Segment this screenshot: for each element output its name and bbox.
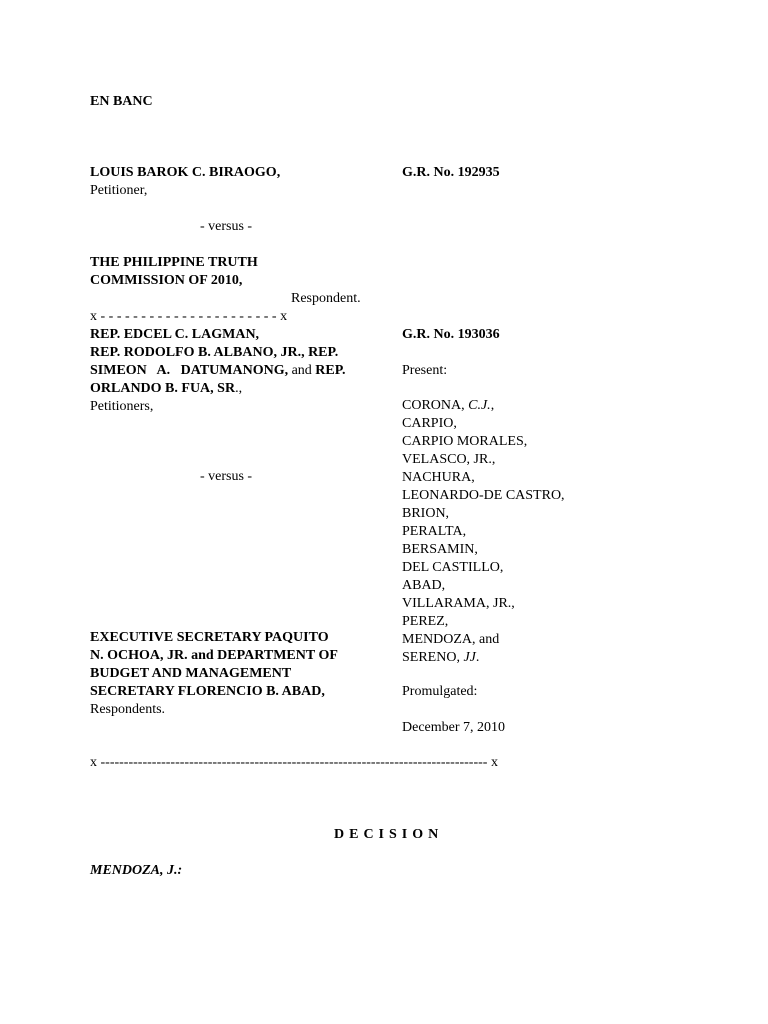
case1-petitioner: LOUIS BAROK C. BIRAOGO, bbox=[90, 165, 281, 180]
case1-respondent-line1: THE PHILIPPINE TRUTH bbox=[90, 255, 258, 270]
case2-petitioners-line1: REP. EDCEL C. LAGMAN, bbox=[90, 327, 260, 342]
justice-name bbox=[402, 559, 503, 577]
case2-and-connector: and bbox=[288, 363, 316, 378]
promulgated-label: Promulgated: bbox=[402, 684, 478, 699]
ponente: MENDOZA, J.: bbox=[90, 863, 183, 878]
case2-versus: - versus - bbox=[200, 469, 253, 484]
justice-surname: BRION, bbox=[402, 506, 450, 521]
justice-name bbox=[402, 415, 457, 433]
case1-versus: - versus - bbox=[200, 219, 253, 234]
justice-name bbox=[402, 433, 527, 451]
case2-petitioners-line2: REP. RODOLFO B. ALBANO, JR., REP. bbox=[90, 345, 339, 360]
justice-surname: CORONA, bbox=[402, 398, 469, 413]
justice-name bbox=[402, 613, 448, 631]
justice-name bbox=[402, 487, 565, 505]
justice-surname: CARPIO, bbox=[402, 416, 457, 431]
case2-petitioner-fua-tail: ., bbox=[235, 381, 243, 396]
justice-name bbox=[402, 631, 499, 649]
case1-separator: x - - - - - - - - - - - - - - - - - - - - - - x bbox=[90, 309, 288, 324]
justice-name bbox=[402, 469, 475, 487]
case2-respondents-line1: EXECUTIVE SECRETARY PAQUITO bbox=[90, 630, 329, 645]
decision-title: DECISION bbox=[334, 827, 444, 842]
case2-respondents-line3: BUDGET AND MANAGEMENT bbox=[90, 666, 292, 681]
justice-surname: VELASCO, JR., bbox=[402, 452, 496, 467]
justice-name bbox=[402, 505, 449, 523]
justice-surname: NACHURA, bbox=[402, 470, 475, 485]
justice-surname: SERENO, bbox=[402, 650, 464, 665]
case2-respondents-line4: SECRETARY FLORENCIO B. ABAD, bbox=[90, 684, 325, 699]
justice-punctuation: , bbox=[490, 398, 495, 413]
justice-name bbox=[402, 451, 495, 469]
case2-respondents-role: Respondents. bbox=[90, 702, 166, 717]
case2-petitioners-line3 bbox=[90, 362, 346, 380]
justice-surname: PERALTA, bbox=[402, 524, 467, 539]
justice-surname: PEREZ, bbox=[402, 614, 449, 629]
justice-surname: VILLARAMA, JR., bbox=[402, 596, 515, 611]
justice-name bbox=[402, 541, 478, 559]
case2-petitioner-datumanong: SIMEON A. DATUMANONG, bbox=[90, 363, 289, 378]
justice-surname: MENDOZA, and bbox=[402, 632, 500, 647]
promulgated-date: December 7, 2010 bbox=[402, 720, 506, 735]
justice-surname: LEONARDO-DE CASTRO, bbox=[402, 488, 565, 503]
justice-surname: CARPIO MORALES, bbox=[402, 434, 528, 449]
justice-name bbox=[402, 649, 479, 667]
justice-title-suffix: JJ bbox=[463, 650, 476, 665]
case1-gr-number: G.R. No. 192935 bbox=[402, 165, 500, 180]
case2-petitioner-fua: ORLANDO B. FUA, SR bbox=[90, 381, 236, 396]
case2-gr-number: G.R. No. 193036 bbox=[402, 327, 500, 342]
closing-separator: x ----------------------------------------------------------------------------------- x bbox=[90, 755, 498, 770]
case2-rep-prefix: REP. bbox=[315, 363, 346, 378]
justice-name bbox=[402, 397, 494, 415]
present-label: Present: bbox=[402, 363, 448, 378]
justice-name bbox=[402, 523, 466, 541]
case2-petitioners-role: Petitioners, bbox=[90, 399, 154, 414]
justice-name bbox=[402, 595, 515, 613]
division-label: EN BANC bbox=[90, 94, 153, 109]
justice-name bbox=[402, 577, 445, 595]
justice-surname: DEL CASTILLO, bbox=[402, 560, 504, 575]
justice-surname: ABAD, bbox=[402, 578, 446, 593]
case1-respondent-role: Respondent. bbox=[291, 291, 361, 306]
justice-punctuation: . bbox=[475, 650, 480, 665]
case2-respondents-line2: N. OCHOA, JR. and DEPARTMENT OF bbox=[90, 648, 338, 663]
case1-petitioner-role: Petitioner, bbox=[90, 183, 148, 198]
case2-petitioners-line4 bbox=[90, 380, 242, 398]
justice-title-suffix: C.J. bbox=[468, 398, 491, 413]
justice-surname: BERSAMIN, bbox=[402, 542, 478, 557]
case1-respondent-line2: COMMISSION OF 2010, bbox=[90, 273, 243, 288]
